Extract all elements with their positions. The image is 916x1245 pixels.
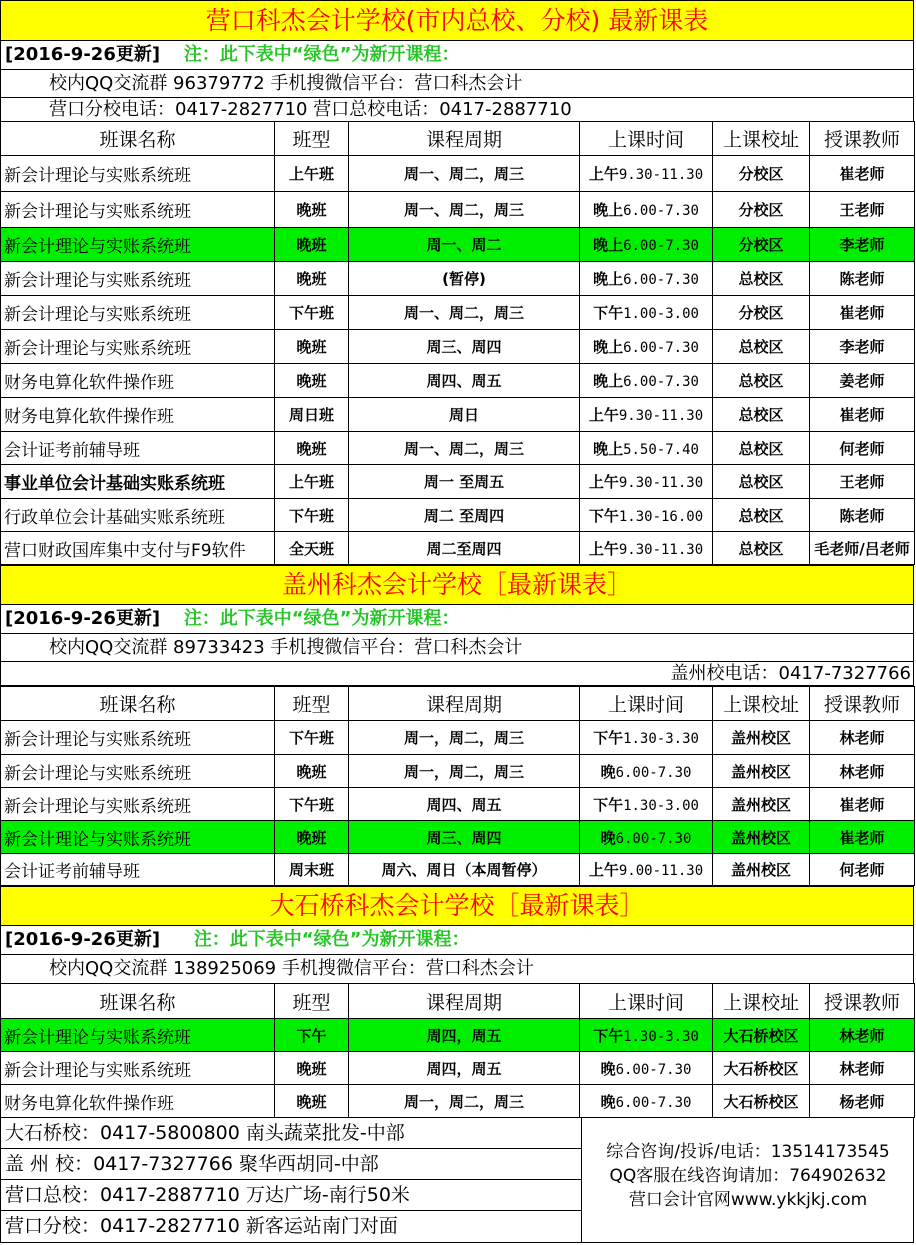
course-name-cell: 新会计理论与实账系统班 bbox=[1, 821, 275, 854]
campus-cell: 盖州校区 bbox=[713, 854, 810, 886]
column-header-teacher: 授课教师 bbox=[810, 122, 915, 156]
course-name-cell: 财务电算化软件操作班 bbox=[1, 1085, 275, 1118]
teacher-cell: 毛老师/吕老师 bbox=[810, 532, 915, 565]
course-period-cell: 周日 bbox=[349, 398, 580, 432]
contact-yingkou-main: 营口总校：0417-2887710 万达广场-南行50米 bbox=[1, 1180, 581, 1211]
time-range: 6.00-7.30 bbox=[615, 830, 692, 847]
time-range: 5.50-7.40 bbox=[623, 441, 699, 458]
time-prefix: 下午 bbox=[593, 304, 624, 322]
time-prefix: 晚上 bbox=[593, 372, 624, 390]
class-time-cell bbox=[580, 755, 713, 788]
teacher-cell: 王老师 bbox=[810, 192, 915, 228]
course-period-cell: 周四、周五 bbox=[349, 364, 580, 398]
column-header-course-period: 课程周期 bbox=[349, 984, 580, 1019]
class-type-cell: 下午班 bbox=[275, 499, 349, 532]
class-type-cell: 周末班 bbox=[275, 854, 349, 886]
time-range: 6.00-7.30 bbox=[623, 203, 699, 219]
column-header-class-time: 上课时间 bbox=[580, 122, 713, 156]
campus-cell: 分校区 bbox=[713, 296, 810, 330]
class-type-cell: 晚班 bbox=[275, 821, 349, 854]
table-row bbox=[1, 499, 915, 532]
campus-cell: 分校区 bbox=[713, 156, 810, 192]
course-period-cell: 周四，周五 bbox=[349, 1019, 580, 1052]
column-header-course-name: 班课名称 bbox=[1, 122, 275, 156]
time-range: 6.00-7.30 bbox=[623, 272, 699, 288]
course-name-cell: 新会计理论与实账系统班 bbox=[1, 228, 275, 262]
course-period-cell: 周一 至周五 bbox=[349, 465, 580, 499]
course-name-cell: 会计证考前辅导班 bbox=[1, 432, 275, 465]
campus-cell: 盖州校区 bbox=[713, 721, 810, 755]
time-range: 1.30-3.30 bbox=[623, 731, 699, 747]
campus-cell: 盖州校区 bbox=[713, 788, 810, 821]
consult-info bbox=[582, 1118, 914, 1242]
course-name-cell: 新会计理论与实账系统班 bbox=[1, 156, 275, 192]
course-name-cell: 新会计理论与实账系统班 bbox=[1, 192, 275, 228]
class-type-cell: 晚班 bbox=[275, 755, 349, 788]
table-row bbox=[1, 755, 915, 788]
course-period-cell: 周一、周二，周三 bbox=[349, 432, 580, 465]
time-prefix: 晚 bbox=[600, 1059, 616, 1078]
class-time-cell bbox=[580, 398, 713, 432]
class-type-cell: 晚班 bbox=[275, 228, 349, 262]
class-type-cell: 晚班 bbox=[275, 432, 349, 465]
table-row bbox=[1, 192, 915, 228]
column-header-teacher: 授课教师 bbox=[810, 687, 915, 721]
time-prefix: 晚上 bbox=[593, 270, 624, 288]
course-period-cell: 周四，周五 bbox=[349, 1052, 580, 1085]
section1-title: 营口科杰会计学校(市内总校、分校) 最新课表 bbox=[205, 6, 709, 35]
teacher-cell: 姜老师 bbox=[810, 364, 915, 398]
class-type-cell: 上午班 bbox=[275, 465, 349, 499]
table-row bbox=[1, 156, 915, 192]
time-prefix: 晚 bbox=[600, 828, 616, 847]
campus-cell: 盖州校区 bbox=[713, 755, 810, 788]
course-name-cell: 新会计理论与实账系统班 bbox=[1, 296, 275, 330]
column-header-class-type: 班型 bbox=[275, 687, 349, 721]
time-prefix: 下午 bbox=[593, 795, 624, 814]
section2-phone-line: 盖州校电话：0417-7327766 bbox=[0, 662, 914, 686]
teacher-cell: 李老师 bbox=[810, 330, 915, 364]
time-prefix: 上午 bbox=[588, 406, 619, 424]
table-row bbox=[1, 465, 915, 499]
campus-cell: 大石桥校区 bbox=[713, 1019, 810, 1052]
section1-phone-line: 营口分校电话：0417-2827710 营口总校电话：0417-2887710 bbox=[0, 98, 914, 122]
table-row bbox=[1, 1085, 915, 1118]
time-range: 1.30-16.00 bbox=[618, 508, 704, 525]
teacher-cell: 林老师 bbox=[810, 1052, 915, 1085]
class-type-cell: 晚班 bbox=[275, 1085, 349, 1118]
class-time-cell bbox=[580, 1085, 713, 1118]
time-range: 6.00-7.30 bbox=[623, 374, 699, 390]
class-type-cell: 下午班 bbox=[275, 788, 349, 821]
course-name-cell: 营口财政国库集中支付与F9软件 bbox=[1, 532, 275, 565]
class-time-cell bbox=[580, 721, 713, 755]
table-row bbox=[1, 1052, 915, 1085]
time-prefix: 上午 bbox=[588, 861, 619, 879]
class-type-cell: 晚班 bbox=[275, 262, 349, 296]
time-prefix: 晚 bbox=[600, 1092, 616, 1111]
time-range: 9.00-11.30 bbox=[618, 863, 704, 879]
class-time-cell bbox=[580, 364, 713, 398]
campus-cell: 总校区 bbox=[713, 499, 810, 532]
time-prefix: 上午 bbox=[588, 165, 619, 183]
time-prefix: 上午 bbox=[588, 473, 619, 491]
column-header-class-type: 班型 bbox=[275, 122, 349, 156]
class-time-cell bbox=[580, 156, 713, 192]
campus-cell: 总校区 bbox=[713, 398, 810, 432]
campus-cell: 大石桥校区 bbox=[713, 1052, 810, 1085]
course-period-cell: 周一，周二，周三 bbox=[349, 721, 580, 755]
course-period-cell: 周一，周二，周三 bbox=[349, 1085, 580, 1118]
campus-cell: 大石桥校区 bbox=[713, 1085, 810, 1118]
table-row bbox=[1, 398, 915, 432]
course-period-cell: 周二至周四 bbox=[349, 532, 580, 565]
time-prefix: 下午 bbox=[593, 729, 624, 747]
contact-dashiqiao: 大石桥校：0417-5800800 南头蔬菜批发-中部 bbox=[1, 1118, 581, 1149]
teacher-cell: 林老师 bbox=[810, 1019, 915, 1052]
time-range: 6.00-7.30 bbox=[615, 1061, 692, 1078]
teacher-cell: 王老师 bbox=[810, 465, 915, 499]
table-row bbox=[1, 262, 915, 296]
contact-gaizhou: 盖 州 校：0417-7327766 聚华西胡同-中部 bbox=[1, 1149, 581, 1180]
class-time-cell bbox=[580, 854, 713, 886]
class-type-cell: 全天班 bbox=[275, 532, 349, 565]
column-header-campus: 上课校址 bbox=[713, 984, 810, 1019]
course-name-cell: 新会计理论与实账系统班 bbox=[1, 1019, 275, 1052]
table-header-row bbox=[1, 687, 915, 721]
course-name-cell: 新会计理论与实账系统班 bbox=[1, 755, 275, 788]
column-header-class-type: 班型 bbox=[275, 984, 349, 1019]
class-time-cell bbox=[580, 192, 713, 228]
column-header-course-period: 课程周期 bbox=[349, 122, 580, 156]
table-row bbox=[1, 364, 915, 398]
class-time-cell bbox=[580, 330, 713, 364]
section3-title-band bbox=[0, 886, 914, 926]
section2-title: 盖州科杰会计学校［最新课表］ bbox=[281, 570, 632, 599]
column-header-campus: 上课校址 bbox=[713, 122, 810, 156]
section3-title: 大石桥科杰会计学校［最新课表］ bbox=[269, 891, 645, 920]
campus-cell: 分校区 bbox=[713, 228, 810, 262]
course-name-cell: 新会计理论与实账系统班 bbox=[1, 788, 275, 821]
course-period-cell: 周三、周四 bbox=[349, 821, 580, 854]
column-header-course-period: 课程周期 bbox=[349, 687, 580, 721]
course-period-cell: (暂停) bbox=[349, 262, 580, 296]
section2-title-band bbox=[0, 565, 914, 605]
teacher-cell: 崔老师 bbox=[810, 156, 915, 192]
class-time-cell bbox=[580, 432, 713, 465]
table-row bbox=[1, 296, 915, 330]
class-time-cell bbox=[580, 532, 713, 565]
campus-cell: 盖州校区 bbox=[713, 821, 810, 854]
course-period-cell: 周一、周二 bbox=[349, 228, 580, 262]
teacher-cell: 李老师 bbox=[810, 228, 915, 262]
course-period-cell: 周二 至周四 bbox=[349, 499, 580, 532]
table-row bbox=[1, 330, 915, 364]
section2-qq-line: 校内QQ交流群 89733423 手机搜微信平台：营口科杰会计 bbox=[0, 634, 914, 662]
column-header-campus: 上课校址 bbox=[713, 687, 810, 721]
section3-update: [2016-9-26更新] bbox=[5, 929, 161, 950]
class-time-cell bbox=[580, 788, 713, 821]
course-period-cell: 周一、周二，周三 bbox=[349, 192, 580, 228]
course-name-cell: 新会计理论与实账系统班 bbox=[1, 330, 275, 364]
course-name-cell: 新会计理论与实账系统班 bbox=[1, 1052, 275, 1085]
section2-note: 注：此下表中“绿色”为新开课程： bbox=[183, 608, 460, 629]
campus-cell: 分校区 bbox=[713, 192, 810, 228]
contact-footer bbox=[0, 1117, 914, 1243]
column-header-course-name: 班课名称 bbox=[1, 687, 275, 721]
table-header-row bbox=[1, 122, 915, 156]
course-name-cell: 行政单位会计基础实账系统班 bbox=[1, 499, 275, 532]
column-header-class-time: 上课时间 bbox=[580, 984, 713, 1019]
campus-cell: 总校区 bbox=[713, 262, 810, 296]
class-type-cell: 下午班 bbox=[275, 296, 349, 330]
teacher-cell: 林老师 bbox=[810, 721, 915, 755]
campus-cell: 总校区 bbox=[713, 465, 810, 499]
course-name-cell: 财务电算化软件操作班 bbox=[1, 364, 275, 398]
course-name-cell: 会计证考前辅导班 bbox=[1, 854, 275, 886]
section1-schedule-table bbox=[0, 121, 915, 565]
consult-phone: 综合咨询/投诉/电话：13514173545 bbox=[606, 1142, 890, 1162]
section3-schedule-table bbox=[0, 983, 915, 1118]
teacher-cell: 崔老师 bbox=[810, 788, 915, 821]
table-header-row bbox=[1, 984, 915, 1019]
class-type-cell: 周日班 bbox=[275, 398, 349, 432]
section2-update-line bbox=[0, 605, 914, 634]
class-time-cell bbox=[580, 228, 713, 262]
class-time-cell bbox=[580, 296, 713, 330]
class-type-cell: 下午班 bbox=[275, 721, 349, 755]
course-period-cell: 周一、周二，周三 bbox=[349, 156, 580, 192]
course-name-cell: 财务电算化软件操作班 bbox=[1, 398, 275, 432]
column-header-class-time: 上课时间 bbox=[580, 687, 713, 721]
section2-schedule-table bbox=[0, 686, 915, 886]
table-row bbox=[1, 788, 915, 821]
class-type-cell: 晚班 bbox=[275, 330, 349, 364]
teacher-cell: 杨老师 bbox=[810, 1085, 915, 1118]
section1-title-band bbox=[0, 0, 914, 41]
table-row bbox=[1, 1019, 915, 1052]
class-time-cell bbox=[580, 1019, 713, 1052]
section1-qq-line: 校内QQ交流群 96379772 手机搜微信平台：营口科杰会计 bbox=[0, 70, 914, 98]
time-prefix: 晚上 bbox=[593, 236, 624, 254]
time-prefix: 晚上 bbox=[593, 201, 624, 219]
campus-cell: 总校区 bbox=[713, 330, 810, 364]
teacher-cell: 崔老师 bbox=[810, 296, 915, 330]
teacher-cell: 何老师 bbox=[810, 854, 915, 886]
website-link[interactable]: 营口会计官网www.ykkjkj.com bbox=[628, 1190, 868, 1210]
teacher-cell: 崔老师 bbox=[810, 821, 915, 854]
course-period-cell: 周四、周五 bbox=[349, 788, 580, 821]
campus-cell: 总校区 bbox=[713, 364, 810, 398]
section3-note: 注：此下表中“绿色”为新开课程： bbox=[193, 929, 470, 950]
section2-update: [2016-9-26更新] bbox=[5, 608, 161, 629]
time-prefix: 上午 bbox=[588, 539, 619, 558]
course-period-cell: 周一，周二，周三 bbox=[349, 755, 580, 788]
class-time-cell bbox=[580, 821, 713, 854]
class-time-cell bbox=[580, 1052, 713, 1085]
class-time-cell bbox=[580, 262, 713, 296]
class-time-cell bbox=[580, 465, 713, 499]
section1-update-line bbox=[0, 41, 914, 70]
table-row bbox=[1, 228, 915, 262]
teacher-cell: 陈老师 bbox=[810, 499, 915, 532]
class-type-cell: 晚班 bbox=[275, 1052, 349, 1085]
column-header-teacher: 授课教师 bbox=[810, 984, 915, 1019]
time-range: 9.30-11.30 bbox=[618, 541, 704, 558]
column-header-course-name: 班课名称 bbox=[1, 984, 275, 1019]
teacher-cell: 何老师 bbox=[810, 432, 915, 465]
time-prefix: 晚 bbox=[600, 762, 616, 781]
time-range: 6.00-7.30 bbox=[623, 238, 699, 254]
campus-contacts bbox=[1, 1118, 582, 1242]
course-name-cell: 新会计理论与实账系统班 bbox=[1, 721, 275, 755]
time-prefix: 晚上 bbox=[593, 439, 624, 458]
time-prefix: 下午 bbox=[593, 1026, 624, 1045]
time-range: 9.30-11.30 bbox=[618, 475, 704, 491]
teacher-cell: 林老师 bbox=[810, 755, 915, 788]
class-type-cell: 上午班 bbox=[275, 156, 349, 192]
course-period-cell: 周一、周二，周三 bbox=[349, 296, 580, 330]
class-type-cell: 晚班 bbox=[275, 192, 349, 228]
class-time-cell bbox=[580, 499, 713, 532]
teacher-cell: 崔老师 bbox=[810, 398, 915, 432]
section1-note: 注：此下表中“绿色”为新开课程： bbox=[183, 44, 460, 65]
table-row bbox=[1, 532, 915, 565]
course-name-cell: 新会计理论与实账系统班 bbox=[1, 262, 275, 296]
table-row bbox=[1, 721, 915, 755]
table-row bbox=[1, 854, 915, 886]
course-name-cell: 事业单位会计基础实账系统班 bbox=[1, 465, 275, 499]
section3-update-line bbox=[0, 926, 914, 955]
teacher-cell: 陈老师 bbox=[810, 262, 915, 296]
course-period-cell: 周三、周四 bbox=[349, 330, 580, 364]
time-range: 6.00-7.30 bbox=[623, 340, 699, 356]
class-type-cell: 晚班 bbox=[275, 364, 349, 398]
qq-service: QQ客服在线咨询请加：764902632 bbox=[609, 1166, 887, 1186]
time-range: 9.30-11.30 bbox=[618, 167, 704, 183]
time-range: 1.30-3.30 bbox=[623, 1028, 699, 1045]
campus-cell: 总校区 bbox=[713, 432, 810, 465]
campus-cell: 总校区 bbox=[713, 532, 810, 565]
table-row bbox=[1, 821, 915, 854]
contact-yingkou-branch: 营口分校：0417-2827710 新客运站南门对面 bbox=[5, 1215, 398, 1237]
table-row bbox=[1, 432, 915, 465]
time-range: 6.00-7.30 bbox=[615, 764, 692, 781]
class-type-cell: 下午 bbox=[275, 1019, 349, 1052]
time-range: 9.30-11.30 bbox=[618, 408, 704, 424]
course-period-cell: 周六、周日（本周暂停） bbox=[349, 854, 580, 886]
section1-update: [2016-9-26更新] bbox=[5, 44, 161, 65]
time-range: 1.30-3.00 bbox=[623, 797, 699, 814]
time-prefix: 晚上 bbox=[593, 338, 624, 356]
time-range: 1.00-3.00 bbox=[623, 306, 699, 322]
time-prefix: 下午 bbox=[588, 506, 619, 525]
time-range: 6.00-7.30 bbox=[615, 1094, 692, 1111]
section3-qq-line: 校内QQ交流群 138925069 手机搜微信平台：营口科杰会计 bbox=[0, 955, 914, 984]
